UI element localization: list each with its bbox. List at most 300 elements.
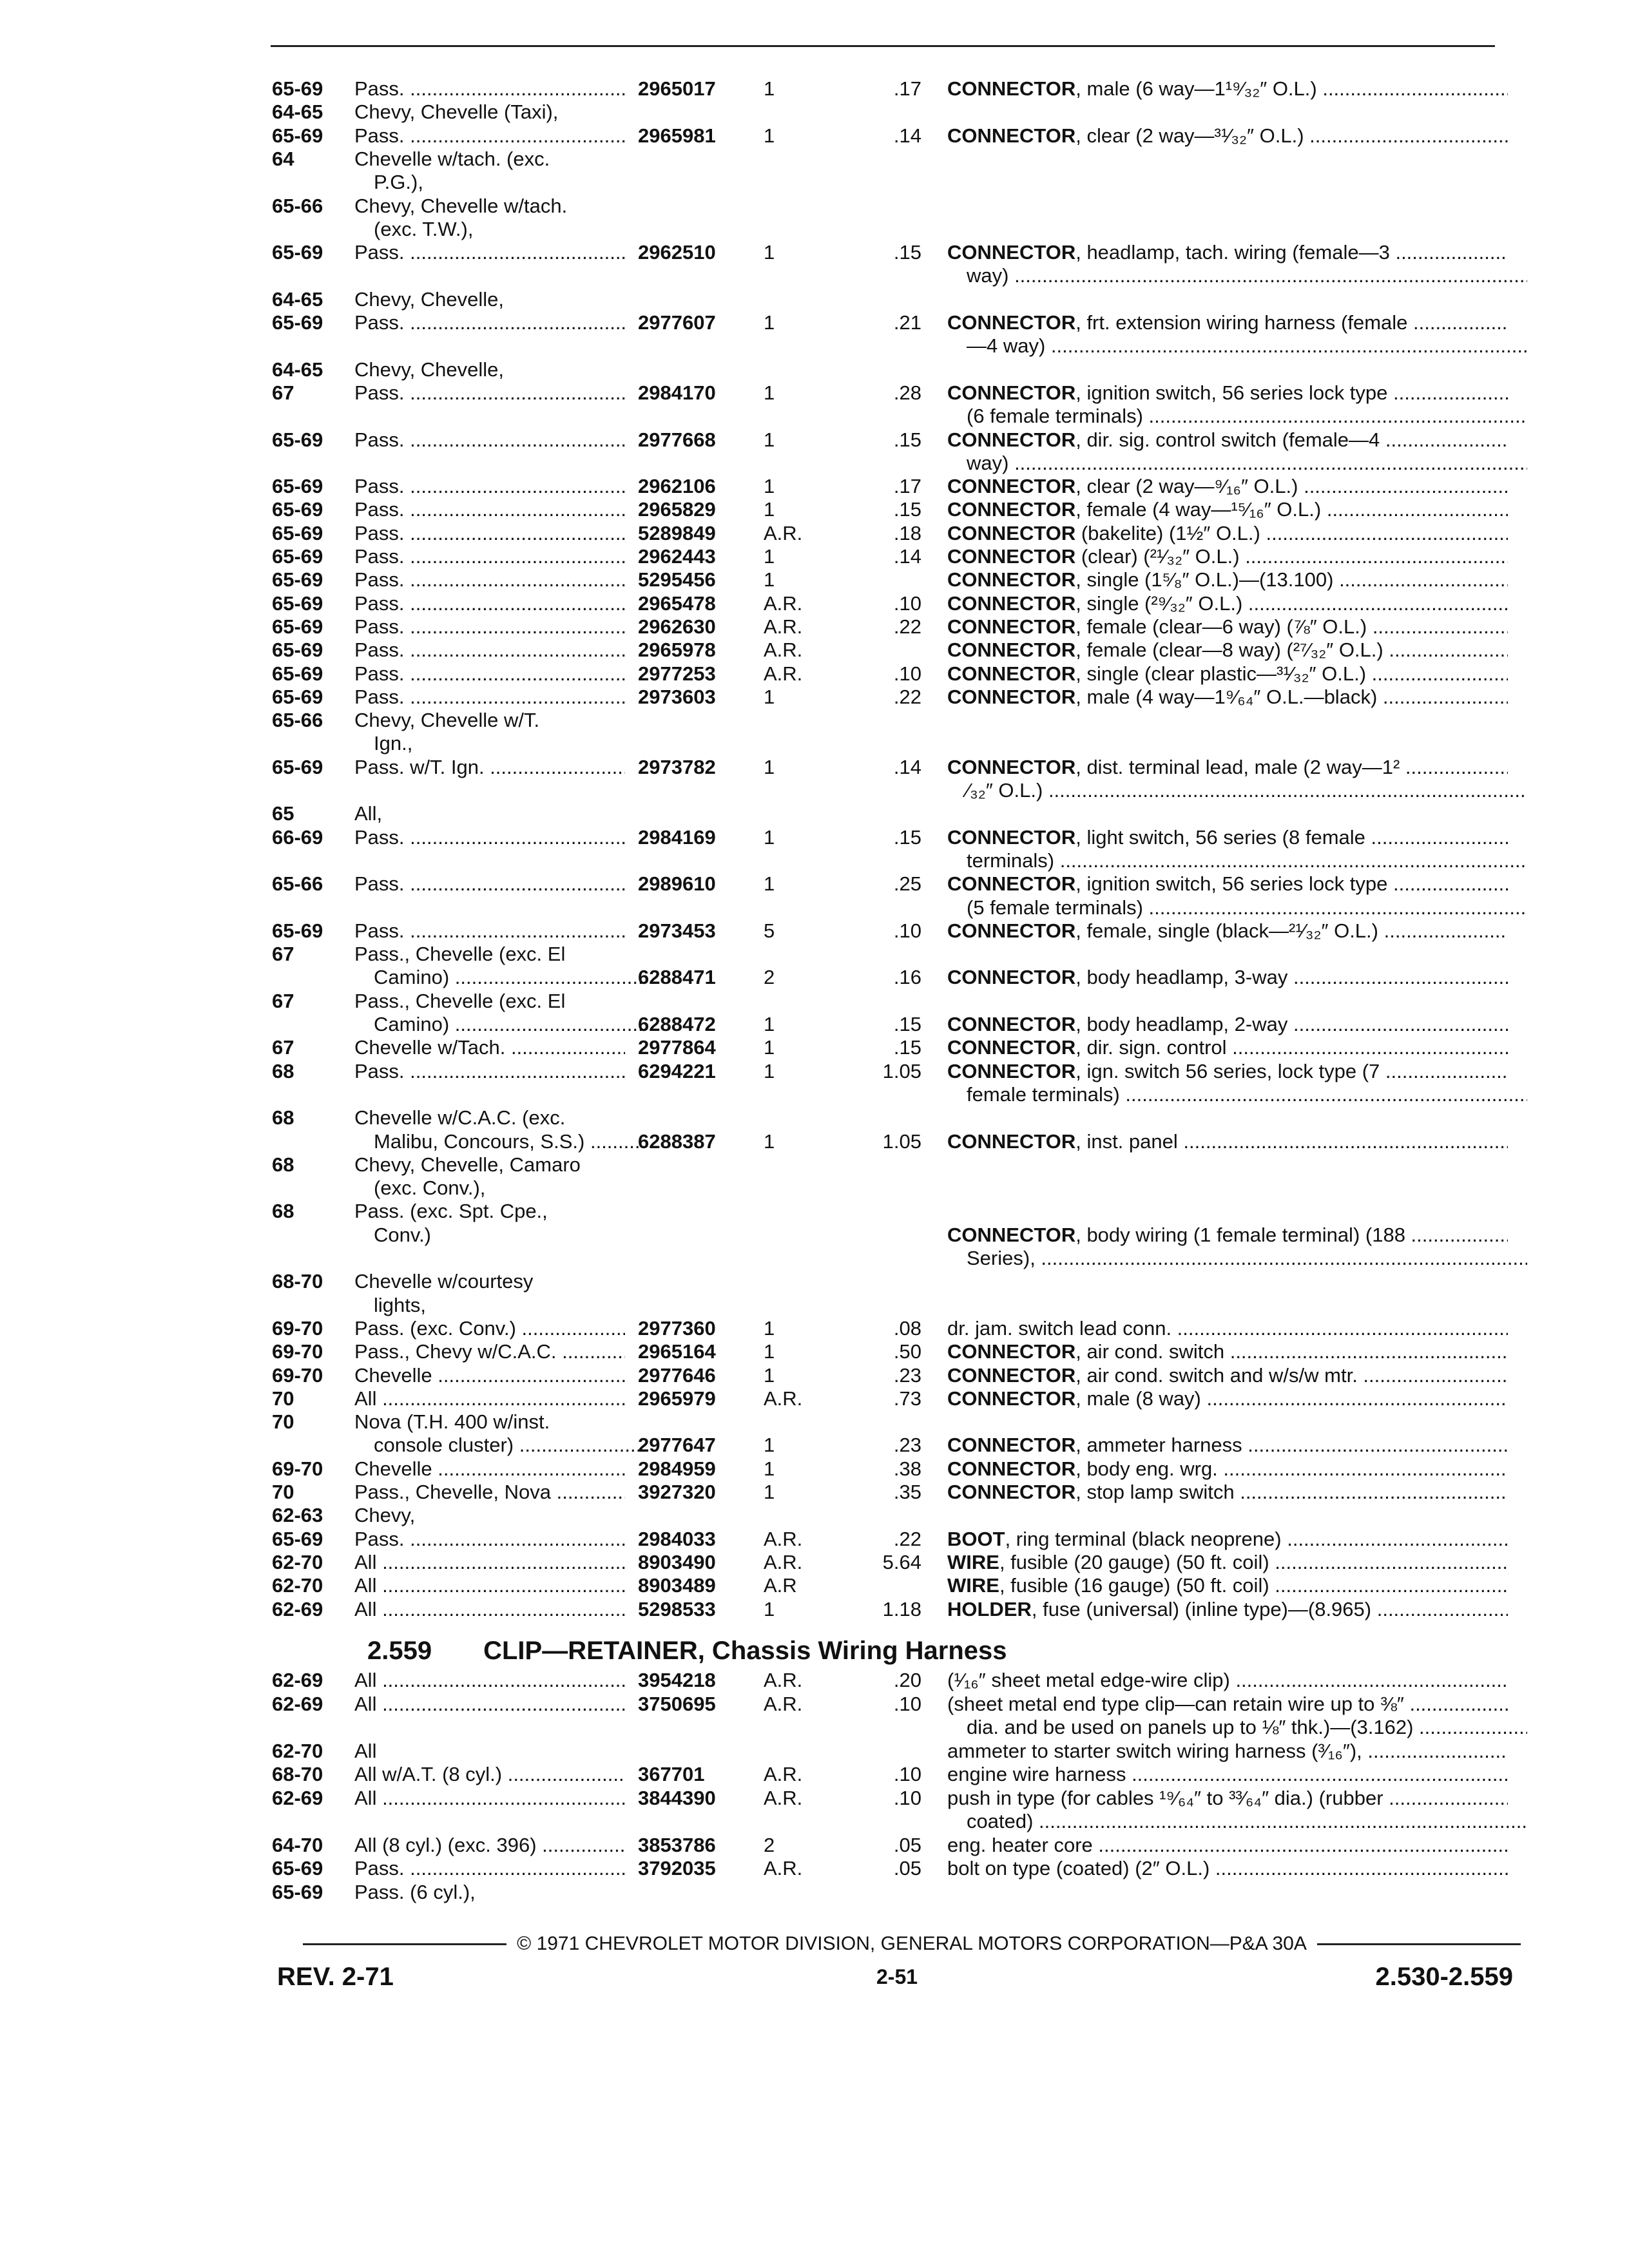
quantity: 1 xyxy=(764,475,775,498)
table-row xyxy=(0,475,1629,498)
part-number: 2965978 xyxy=(638,639,716,662)
description-keyword: WIRE xyxy=(947,1574,999,1597)
description-text: , female, single (black—²¹⁄₃₂″ O.L.) xyxy=(1075,919,1378,942)
application: Nova (T.H. 400 w/inst. xyxy=(354,1410,550,1434)
table-row xyxy=(0,1340,1629,1363)
quantity: 1 xyxy=(764,1457,775,1480)
table-row xyxy=(0,171,1629,194)
description xyxy=(947,1787,1508,1810)
price: .15 xyxy=(893,825,921,849)
description-keyword: CONNECTOR xyxy=(947,755,1076,778)
description-keyword: CONNECTOR xyxy=(947,615,1076,638)
application: Chevy, Chevelle (Taxi), xyxy=(354,101,559,124)
application: (exc. Conv.), xyxy=(374,1177,486,1200)
part-number: 2962630 xyxy=(638,615,716,638)
model-years: 70 xyxy=(272,1481,294,1503)
description-text: Series), xyxy=(967,1247,1036,1269)
table-row xyxy=(0,1200,1629,1223)
price: .22 xyxy=(893,1527,921,1550)
description-text: engine wire harness xyxy=(947,1763,1126,1785)
description xyxy=(947,896,1527,919)
table-row xyxy=(0,1153,1629,1177)
price: .73 xyxy=(893,1387,921,1410)
table-row xyxy=(0,568,1629,591)
description-text: , fusible (16 gauge) (50 ft. coil) xyxy=(999,1574,1269,1597)
part-number: 2977646 xyxy=(638,1363,716,1387)
description xyxy=(947,1036,1508,1059)
description-keyword: CONNECTOR xyxy=(947,1059,1076,1082)
quantity: 1 xyxy=(764,311,775,334)
section-title: CLIP—RETAINER, Chassis Wiring Harness xyxy=(483,1637,1007,1665)
model-years: 65-69 xyxy=(272,591,323,615)
description-keyword: CONNECTOR xyxy=(947,545,1076,568)
application: Camino) ..... xyxy=(354,966,644,989)
model-years: 62-63 xyxy=(272,1504,323,1527)
description-keyword: CONNECTOR xyxy=(947,498,1076,521)
application: All ..... xyxy=(354,1669,625,1692)
quantity: 1 xyxy=(764,1597,775,1620)
model-years: 65-69 xyxy=(272,77,323,100)
table-row xyxy=(0,990,1629,1013)
model-years: 67 xyxy=(272,989,294,1012)
description-keyword: CONNECTOR xyxy=(947,1129,1076,1153)
table-row xyxy=(0,592,1629,615)
table-row xyxy=(0,919,1629,943)
description-keyword: CONNECTOR xyxy=(947,1387,1076,1410)
part-number: 2973603 xyxy=(638,685,716,708)
table-row xyxy=(0,405,1629,428)
description xyxy=(947,872,1508,896)
description xyxy=(947,592,1508,615)
application: All xyxy=(354,1739,377,1762)
model-years: 66-69 xyxy=(272,825,323,849)
description xyxy=(947,756,1508,779)
part-number: 2977253 xyxy=(638,662,716,685)
description xyxy=(947,1740,1508,1763)
description-text: —4 way) xyxy=(967,334,1046,358)
part-number: 2962106 xyxy=(638,475,716,498)
description xyxy=(947,1434,1508,1457)
quantity: 1 xyxy=(764,1059,775,1082)
part-number: 2973453 xyxy=(638,919,716,942)
table-row xyxy=(0,1247,1629,1270)
model-years: 68-70 xyxy=(272,1763,323,1785)
description-keyword: CONNECTOR xyxy=(947,591,1076,615)
model-years: 65-69 xyxy=(272,615,323,638)
description xyxy=(947,311,1508,334)
table-row xyxy=(0,1060,1629,1083)
application: Pass. ..... xyxy=(354,124,625,148)
description-text: , ignition switch, 56 series lock type xyxy=(1075,872,1388,896)
model-years: 69-70 xyxy=(272,1363,323,1387)
application: All ..... xyxy=(354,1693,625,1716)
application: All w/A.T. (8 cyl.) ..... xyxy=(354,1763,625,1786)
description-keyword: CONNECTOR xyxy=(947,1036,1076,1059)
quantity: 1 xyxy=(764,685,775,708)
description xyxy=(947,545,1508,568)
price: 5.64 xyxy=(882,1550,921,1573)
quantity: 1 xyxy=(764,1013,775,1035)
price: .22 xyxy=(893,685,921,708)
table-row xyxy=(0,1130,1629,1153)
price: .21 xyxy=(893,311,921,334)
description xyxy=(947,662,1508,686)
quantity: 1 xyxy=(764,825,775,849)
table-row xyxy=(0,545,1629,568)
application: Conv.) xyxy=(374,1223,432,1246)
table-row xyxy=(0,1551,1629,1574)
description-text: (bakelite) (1½″ O.L.) xyxy=(1075,521,1260,544)
part-number: 2962443 xyxy=(638,545,716,568)
description-text: push in type (for cables ¹⁹⁄₆₄″ to ³³⁄₆₄″ dia.) (rubber xyxy=(947,1786,1383,1809)
part-number: 2977360 xyxy=(638,1316,716,1340)
description-text: , male (4 way—1⁹⁄₆₄″ O.L.—black) xyxy=(1075,685,1378,708)
table-row xyxy=(0,1317,1629,1340)
quantity: 1 xyxy=(764,77,775,100)
description-text: way) xyxy=(967,264,1009,287)
application: Pass. ..... xyxy=(354,1528,625,1551)
table-row xyxy=(0,218,1629,241)
model-years: 62-69 xyxy=(272,1597,323,1620)
description-keyword: CONNECTOR xyxy=(947,1363,1076,1387)
price: .14 xyxy=(893,755,921,778)
application: Pass. ..... xyxy=(354,872,625,896)
description-keyword: CONNECTOR xyxy=(947,1434,1076,1457)
application: All ..... xyxy=(354,1574,625,1597)
application: Pass. w/T. Ign. ..... xyxy=(354,756,625,779)
table-row xyxy=(0,358,1629,381)
quantity: 5 xyxy=(764,919,775,942)
description-text: female terminals) xyxy=(967,1082,1120,1106)
part-number: 6288472 xyxy=(638,1013,716,1035)
model-years: 65-69 xyxy=(272,311,323,334)
part-number: 2973782 xyxy=(638,755,716,778)
description xyxy=(947,1857,1508,1880)
table-row xyxy=(0,779,1629,802)
model-years: 62-70 xyxy=(272,1574,323,1597)
table-row xyxy=(0,1810,1629,1833)
description xyxy=(947,779,1527,802)
table-row xyxy=(0,849,1629,872)
quantity: 1 xyxy=(764,1363,775,1387)
price: .20 xyxy=(893,1669,921,1691)
description-text: bolt on type (coated) (2″ O.L.) xyxy=(947,1857,1210,1879)
part-number: 3750695 xyxy=(638,1692,716,1715)
model-years: 62-70 xyxy=(272,1550,323,1573)
description xyxy=(947,849,1527,872)
description-text: , female (clear—6 way) (⅞″ O.L.) xyxy=(1075,615,1367,638)
model-years: 69-70 xyxy=(272,1457,323,1480)
quantity: A.R. xyxy=(764,662,803,685)
part-number: 2977607 xyxy=(638,311,716,334)
quantity: 1 xyxy=(764,1129,775,1153)
model-years: 65-69 xyxy=(272,568,323,591)
application: All ..... xyxy=(354,1387,625,1410)
price: .15 xyxy=(893,1013,921,1035)
description-text: (sheet metal end type clip—can retain wire up to ⅜″ xyxy=(947,1692,1404,1715)
description-keyword: CONNECTOR xyxy=(947,919,1076,942)
quantity: 1 xyxy=(764,755,775,778)
model-years: 62-69 xyxy=(272,1692,323,1715)
top-rule xyxy=(271,45,1495,47)
description-text: , fusible (20 gauge) (50 ft. coil) xyxy=(999,1550,1269,1573)
part-number: 2965164 xyxy=(638,1340,716,1363)
description-text: way) xyxy=(967,451,1009,474)
description-text: , body wiring (1 female terminal) (188 xyxy=(1075,1223,1405,1246)
description-text: , air cond. switch xyxy=(1075,1340,1225,1363)
table-row xyxy=(0,428,1629,452)
quantity: A.R. xyxy=(764,1669,803,1691)
part-number: 3853786 xyxy=(638,1833,716,1856)
quantity: A.R. xyxy=(764,615,803,638)
table-row xyxy=(0,966,1629,989)
description xyxy=(947,522,1508,545)
price: .15 xyxy=(893,428,921,451)
description xyxy=(947,1834,1508,1857)
table-row xyxy=(0,241,1629,264)
description-keyword: CONNECTOR xyxy=(947,872,1076,896)
part-number: 367701 xyxy=(638,1763,705,1785)
price: .23 xyxy=(893,1363,921,1387)
description xyxy=(947,1481,1508,1504)
model-years: 65-69 xyxy=(272,545,323,568)
table-row xyxy=(0,1270,1629,1293)
model-years: 64-65 xyxy=(272,287,323,311)
model-years: 65-69 xyxy=(272,428,323,451)
description-keyword: CONNECTOR xyxy=(947,381,1076,404)
application: Pass., Chevelle (exc. El xyxy=(354,943,566,966)
description-text: ammeter to starter switch wiring harness (³⁄₁₆″), xyxy=(947,1739,1362,1762)
description xyxy=(947,1013,1508,1036)
description-keyword: CONNECTOR xyxy=(947,568,1076,591)
table-row xyxy=(0,195,1629,218)
description-keyword: CONNECTOR xyxy=(947,1223,1076,1246)
application: Pass. ..... xyxy=(354,686,625,709)
application: Chevy, Chevelle w/tach. xyxy=(354,194,568,217)
copyright-text: © 1971 CHEVROLET MOTOR DIVISION, GENERAL MOTORS CORPORATION—P&A 30A xyxy=(517,1933,1307,1954)
description xyxy=(947,1060,1508,1083)
quantity: 1 xyxy=(764,872,775,896)
description-keyword: CONNECTOR xyxy=(947,311,1076,334)
model-years: 68 xyxy=(272,1153,294,1176)
application: All ..... xyxy=(354,1551,625,1574)
description xyxy=(947,1224,1508,1247)
price: .05 xyxy=(893,1833,921,1856)
description-text: , ignition switch, 56 series lock type xyxy=(1075,381,1388,404)
application: Pass. ..... xyxy=(354,475,625,498)
application: Pass. ..... xyxy=(354,77,625,101)
table-row xyxy=(0,1740,1629,1763)
application: Pass. ..... xyxy=(354,662,625,686)
description xyxy=(947,77,1508,101)
quantity: 1 xyxy=(764,428,775,451)
description xyxy=(947,568,1508,591)
model-years: 62-69 xyxy=(272,1669,323,1691)
description xyxy=(947,498,1508,521)
part-number: 2965829 xyxy=(638,498,716,521)
table-row xyxy=(0,1294,1629,1317)
model-years: 68-70 xyxy=(272,1270,323,1293)
description xyxy=(947,405,1527,428)
revision-label: REV. 2-71 xyxy=(277,1963,394,1991)
description-keyword: CONNECTOR xyxy=(947,521,1076,544)
description xyxy=(947,615,1508,639)
quantity: A.R. xyxy=(764,1692,803,1715)
application: P.G.), xyxy=(374,171,423,194)
description-keyword: CONNECTOR xyxy=(947,1013,1076,1035)
application: Ign., xyxy=(374,732,413,755)
description-text: , single (1⁵⁄₈″ O.L.)—(13.100) xyxy=(1075,568,1334,591)
quantity: A.R. xyxy=(764,639,803,662)
application: Chevelle w/tach. (exc. xyxy=(354,147,550,170)
table-row xyxy=(0,686,1629,709)
part-number: 5295456 xyxy=(638,568,716,591)
description-text: , clear (2 way—³¹⁄₃₂″ O.L.) xyxy=(1075,124,1304,147)
application: Chevy, Chevelle, xyxy=(354,287,505,311)
table-row xyxy=(0,498,1629,521)
table-row xyxy=(0,615,1629,639)
price: .10 xyxy=(893,919,921,942)
quantity: A.R. xyxy=(764,1527,803,1550)
model-years: 68 xyxy=(272,1059,294,1082)
quantity: A.R. xyxy=(764,591,803,615)
description-text: , body headlamp, 2-way xyxy=(1075,1013,1288,1035)
description-text: , dist. terminal lead, male (2 way—1² xyxy=(1075,755,1400,778)
part-number: 2962510 xyxy=(638,241,716,264)
description-keyword: CONNECTOR xyxy=(947,1481,1076,1503)
model-years: 67 xyxy=(272,1036,294,1059)
price: .10 xyxy=(893,1786,921,1809)
table-row xyxy=(0,709,1629,732)
description-keyword: HOLDER xyxy=(947,1597,1032,1620)
application: Pass. ..... xyxy=(354,311,625,334)
quantity: A.R xyxy=(764,1574,797,1597)
application: Pass. ..... xyxy=(354,241,625,264)
application: Chevy, Chevelle, xyxy=(354,358,505,381)
description xyxy=(947,639,1508,662)
part-number: 5298533 xyxy=(638,1597,716,1620)
table-row xyxy=(0,1177,1629,1200)
quantity: 1 xyxy=(764,1481,775,1503)
description xyxy=(947,241,1508,264)
price: .16 xyxy=(893,966,921,989)
model-years: 70 xyxy=(272,1387,294,1410)
application: Pass. ..... xyxy=(354,826,625,849)
table-row xyxy=(0,756,1629,779)
description xyxy=(947,1716,1527,1739)
description-text: , clear (2 way—⁹⁄₁₆″ O.L.) xyxy=(1075,475,1298,498)
footer-rule-right xyxy=(1317,1943,1521,1945)
table-row xyxy=(0,943,1629,966)
application: Pass. ..... xyxy=(354,592,625,615)
model-years: 65-69 xyxy=(272,639,323,662)
price: .14 xyxy=(893,545,921,568)
description-text: , stop lamp switch xyxy=(1075,1481,1235,1503)
part-number: 2984959 xyxy=(638,1457,716,1480)
model-years: 65-69 xyxy=(272,662,323,685)
application: Chevelle ..... xyxy=(354,1364,625,1387)
price: .10 xyxy=(893,1763,921,1785)
description-text: dia. and be used on panels up to ⅛″ thk.)—(3.162) xyxy=(967,1716,1414,1738)
description xyxy=(947,1457,1508,1481)
description-text: , ammeter harness xyxy=(1075,1434,1242,1457)
quantity: 1 xyxy=(764,1434,775,1457)
table-row xyxy=(0,1834,1629,1857)
part-number: 8903490 xyxy=(638,1550,716,1573)
price: .08 xyxy=(893,1316,921,1340)
description xyxy=(947,1364,1508,1387)
application: Pass. (exc. Spt. Cpe., xyxy=(354,1200,548,1223)
description-text: eng. heater core xyxy=(947,1833,1093,1856)
model-years: 65-69 xyxy=(272,1527,323,1550)
description-keyword: CONNECTOR xyxy=(947,77,1076,100)
model-years: 64-65 xyxy=(272,101,323,124)
description-text: , male (6 way—1¹⁹⁄₃₂″ O.L.) xyxy=(1075,77,1317,100)
model-years: 65-69 xyxy=(272,475,323,498)
table-row xyxy=(0,662,1629,686)
table-row xyxy=(0,1693,1629,1716)
description-keyword: CONNECTOR xyxy=(947,685,1076,708)
part-number: 2965981 xyxy=(638,124,716,147)
description xyxy=(947,124,1508,148)
application: Malibu, Concours, S.S.) ..... xyxy=(354,1130,644,1153)
price: .10 xyxy=(893,591,921,615)
price: 1.18 xyxy=(882,1597,921,1620)
section-heading xyxy=(367,1637,1007,1666)
application: Pass., Chevelle, Nova ..... xyxy=(354,1481,625,1504)
description xyxy=(947,919,1508,943)
description-text: , ring terminal (black neoprene) xyxy=(1005,1527,1282,1550)
description-text: coated) xyxy=(967,1810,1034,1832)
description-text: , body eng. wrg. xyxy=(1075,1457,1218,1480)
application: Pass. ..... xyxy=(354,381,625,405)
quantity: 1 xyxy=(764,498,775,521)
table-row xyxy=(0,334,1629,358)
table-row xyxy=(0,1364,1629,1387)
application: Pass. ..... xyxy=(354,428,625,452)
application: Pass., Chevy w/C.A.C. ..... xyxy=(354,1340,625,1363)
page-number: 2-51 xyxy=(876,1965,918,1988)
price: .14 xyxy=(893,124,921,147)
model-years: 65-69 xyxy=(272,241,323,264)
part-number: 3792035 xyxy=(638,1857,716,1879)
model-years: 62-70 xyxy=(272,1739,323,1762)
table-row xyxy=(0,1857,1629,1880)
description xyxy=(947,334,1527,358)
price: .23 xyxy=(893,1434,921,1457)
description-keyword: CONNECTOR xyxy=(947,241,1076,264)
description-text: dr. jam. switch lead conn. xyxy=(947,1316,1172,1340)
price: .15 xyxy=(893,498,921,521)
table-row xyxy=(0,872,1629,896)
description-keyword: CONNECTOR xyxy=(947,475,1076,498)
table-row xyxy=(0,311,1629,334)
table-row xyxy=(0,896,1629,919)
description xyxy=(947,966,1508,989)
part-number: 6294221 xyxy=(638,1059,716,1082)
application: Pass. ..... xyxy=(354,639,625,662)
table-row xyxy=(0,452,1629,475)
part-number: 2977647 xyxy=(638,1434,716,1457)
table-row xyxy=(0,101,1629,124)
price: .50 xyxy=(893,1340,921,1363)
table-row xyxy=(0,264,1629,287)
table-row xyxy=(0,148,1629,171)
model-years: 68 xyxy=(272,1200,294,1223)
description-text: (clear) (²¹⁄₃₂″ O.L.) xyxy=(1075,545,1240,568)
table-row xyxy=(0,1434,1629,1457)
description-text: (5 female terminals) xyxy=(967,896,1143,919)
